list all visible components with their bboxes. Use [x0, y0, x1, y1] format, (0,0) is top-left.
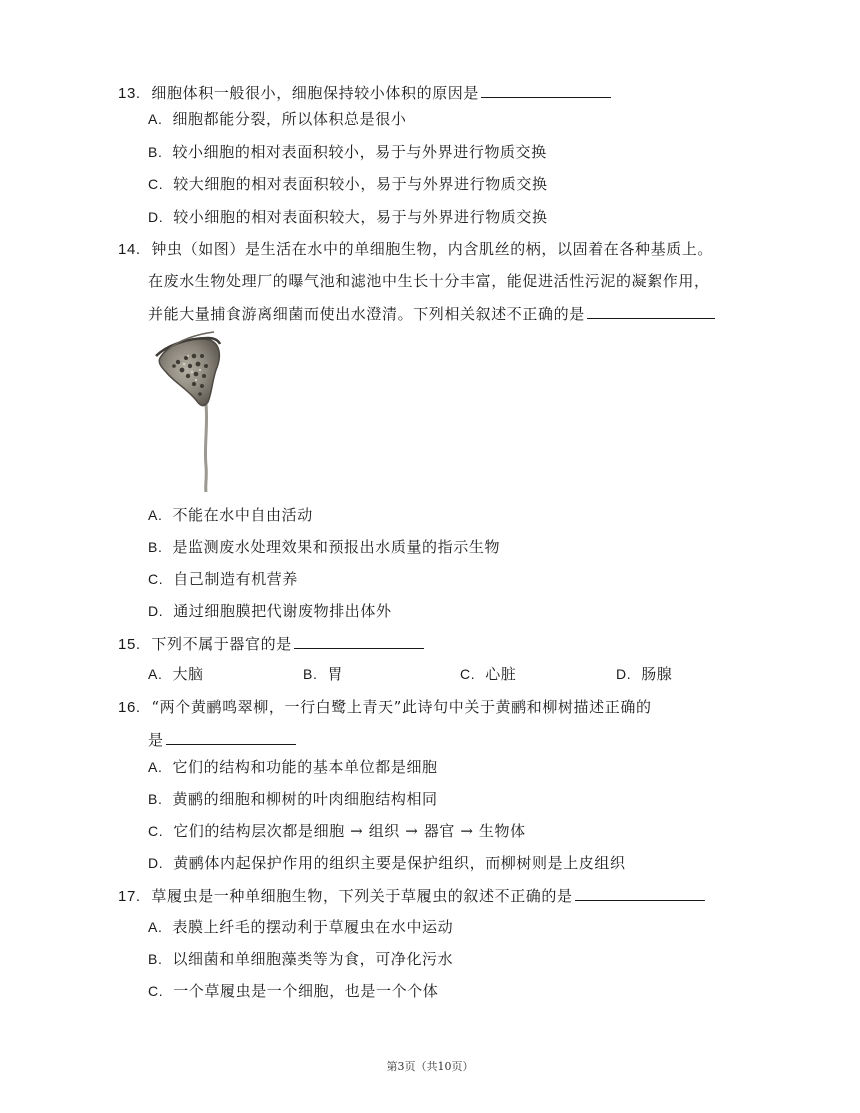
- option-text: 较小细胞的相对表面积较小，易于与外界进行物质交换: [172, 143, 547, 161]
- option-letter: D.: [148, 209, 164, 225]
- option-text: 细胞都能分裂，所以体积总是很小: [172, 110, 407, 128]
- question-16-stem-line2: [148, 728, 296, 751]
- question-16-stem-line1: [118, 696, 652, 719]
- question-text: “两个黄鹂鸣翠柳，一行白鹭上青天”此诗句中关于黄鹂和柳树描述正确的: [151, 698, 652, 716]
- question-text: 草履虫是一种单细胞生物，下列关于草履虫的叙述不正确的是: [151, 887, 573, 905]
- option-letter: B.: [148, 539, 163, 555]
- q15-option-a[interactable]: [148, 663, 204, 685]
- q15-option-b[interactable]: [303, 663, 343, 685]
- option-letter: B.: [303, 666, 318, 682]
- option-letter: D.: [148, 855, 164, 871]
- answer-blank[interactable]: [587, 302, 715, 319]
- option-letter: A.: [148, 666, 163, 682]
- option-letter: A.: [148, 111, 163, 127]
- vorticella-illustration-icon: [148, 326, 228, 496]
- question-text: 是: [148, 731, 164, 749]
- option-text: 它们的结构层次都是细胞 → 组织 → 器官 → 生物体: [173, 822, 526, 840]
- option-text: 胃: [327, 665, 344, 683]
- q13-option-a[interactable]: [148, 108, 406, 130]
- answer-blank[interactable]: [294, 632, 424, 649]
- question-14-stem-line3: [148, 302, 715, 325]
- question-text: 钟虫（如图）是生活在水中的单细胞生物，内含肌丝的柄，以固着在各种基质上。: [151, 240, 714, 258]
- question-number: 15.: [118, 636, 141, 653]
- q15-option-c[interactable]: [460, 663, 516, 685]
- option-letter: B.: [148, 144, 163, 160]
- option-letter: A.: [148, 759, 163, 775]
- question-number: 16.: [118, 699, 141, 716]
- option-letter: C.: [148, 983, 164, 999]
- q17-option-a[interactable]: [148, 916, 453, 938]
- q14-option-c[interactable]: [148, 568, 298, 590]
- question-14-stem-line1: [118, 238, 713, 261]
- q15-option-d[interactable]: [616, 663, 672, 685]
- option-text: 表膜上纤毛的摆动利于草履虫在水中运动: [172, 918, 454, 936]
- q14-option-a[interactable]: [148, 504, 313, 526]
- q16-option-b[interactable]: [148, 788, 438, 810]
- option-text: 自己制造有机营养: [173, 570, 299, 588]
- option-letter: B.: [148, 791, 163, 807]
- option-letter: D.: [616, 666, 632, 682]
- option-text: 一个草履虫是一个细胞，也是一个个体: [173, 982, 439, 1000]
- question-13-stem: [118, 81, 611, 105]
- option-text: 较小细胞的相对表面积较大，易于与外界进行物质交换: [173, 208, 548, 226]
- question-number: 17.: [118, 888, 141, 905]
- option-letter: C.: [148, 176, 164, 192]
- question-text: 细胞体积一般很小，细胞保持较小体积的原因是: [151, 84, 480, 102]
- option-letter: D.: [148, 603, 164, 619]
- page-number-footer: 第3页（共10页）: [386, 1060, 474, 1073]
- option-text: 心脏: [485, 665, 517, 683]
- question-number: 14.: [118, 241, 141, 258]
- question-text: 并能大量捕食游离细菌而使出水澄清。下列相关叙述不正确的是: [148, 305, 585, 323]
- q17-option-c[interactable]: [148, 980, 438, 1002]
- question-15-stem: [118, 632, 424, 656]
- option-letter: A.: [148, 507, 163, 523]
- answer-blank[interactable]: [575, 884, 705, 901]
- option-letter: C.: [148, 571, 164, 587]
- q16-option-c[interactable]: [148, 820, 526, 842]
- answer-blank[interactable]: [166, 728, 296, 745]
- q13-option-c[interactable]: [148, 173, 548, 195]
- option-text: 黄鹂的细胞和柳树的叶肉细胞结构相同: [172, 790, 438, 808]
- option-text: 黄鹂体内起保护作用的组织主要是保护组织，而柳树则是上皮组织: [173, 854, 626, 872]
- option-letter: C.: [148, 823, 164, 839]
- question-text: 下列不属于器官的是: [151, 635, 292, 653]
- question-17-stem: [118, 884, 705, 908]
- option-text: 不能在水中自由活动: [172, 506, 313, 524]
- q14-option-b[interactable]: [148, 536, 500, 558]
- option-text: 是监测废水处理效果和预报出水质量的指示生物: [172, 538, 501, 556]
- question-14-stem-line2: 在废水生物处理厂的曝气池和滤池中生长十分丰富，能促进活性污泥的凝絮作用，: [148, 272, 710, 290]
- q17-option-b[interactable]: [148, 948, 453, 970]
- option-text: 大脑: [172, 665, 204, 683]
- q14-option-d[interactable]: [148, 600, 392, 622]
- option-text: 通过细胞膜把代谢废物排出体外: [173, 602, 392, 620]
- option-letter: C.: [460, 666, 476, 682]
- answer-blank[interactable]: [481, 81, 611, 98]
- q16-option-d[interactable]: [148, 852, 626, 874]
- option-text: 以细菌和单细胞藻类等为食，可净化污水: [172, 950, 454, 968]
- question-number: 13.: [118, 85, 141, 102]
- option-letter: A.: [148, 919, 163, 935]
- q13-option-b[interactable]: [148, 141, 547, 163]
- option-text: 它们的结构和功能的基本单位都是细胞: [172, 758, 438, 776]
- option-text: 肠腺: [641, 665, 673, 683]
- q16-option-a[interactable]: [148, 756, 438, 778]
- option-letter: B.: [148, 951, 163, 967]
- q13-option-d[interactable]: [148, 206, 548, 228]
- option-text: 较大细胞的相对表面积较小，易于与外界进行物质交换: [173, 175, 548, 193]
